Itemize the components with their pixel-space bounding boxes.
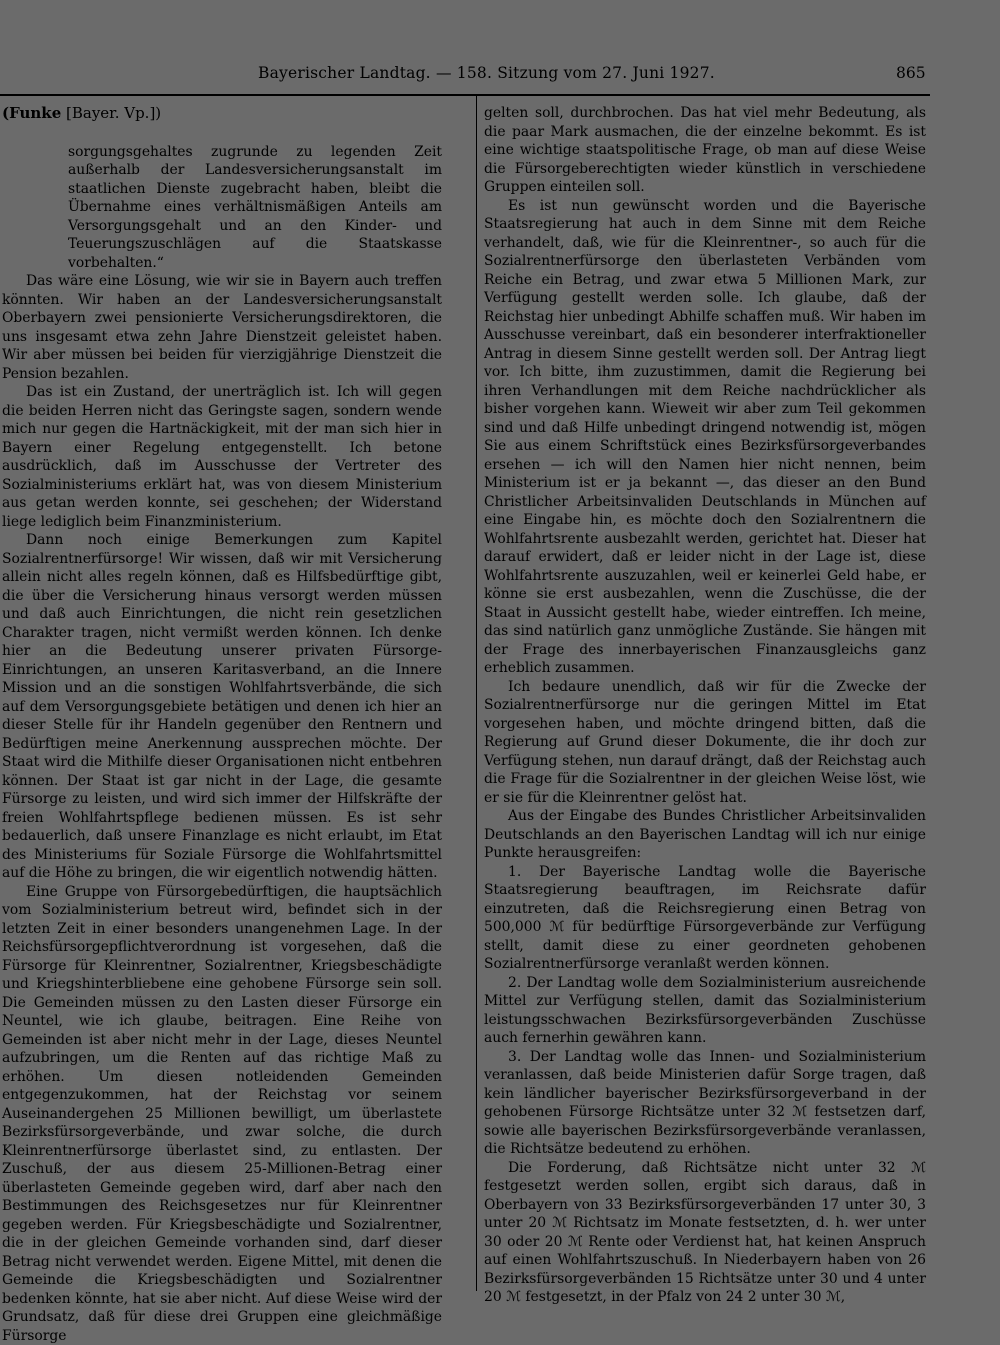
paragraph: Aus der Eingabe des Bundes Christlicher Arbeitsinvaliden Deutschlands an den Bayerischen Landtag will ich nur einige Punkte herausgreifen: <box>484 807 926 863</box>
list-item: 1. Der Bayerische Landtag wolle die Bayerische Staatsregierung beauftragen, im Reichsrate dafür einzutreten, daß die Reichsregierung einen Betrag von 500,000 ℳ für bedürftige Fürsorgeverbände zur Verfügung stellt, damit diese zu einer geordneten gehobenen Sozialrentnerfürsorge veranlaßt werden können. <box>484 863 926 974</box>
paragraph: Eine Gruppe von Fürsorgebedürftigen, die hauptsächlich vom Sozialministerium betreut wird, befindet sich in der letzten Zeit in einer besonders unangenehmen Lage. In der Reichsfürsorgepflichtverordnung ist vorgesehen, daß die Fürsorge für Kleinrentner, Sozialrentner, Kriegsbeschädigte und Kriegshinterbliebene eine gehobene Fürsorge sein soll. Die Gemeinden müssen zu den Lasten dieser Fürsorge ein Neuntel, wie ich glaube, beitragen. Eine Reihe von Gemeinden ist aber nicht mehr in der Lage, dieses Neuntel aufzubringen, um die Renten auf das richtige Maß zu erhöhen. Um diesen notleidenden Gemeinden entgegenzukommen, hat der Reichstag vor seinem Auseinandergehen 25 Millionen bewilligt, um überlastete Bezirksfürsorgeverbände, und zwar solche, die durch Kleinrentnerfürsorge überlastet sind, zu entlasten. Der Zuschuß, der aus diesem 25-Millionen-Betrag einer überlasteten Gemeinde gegeben wird, darf aber nach den Bestimmungen des Reichsgesetzes nur für Kleinrentner gegeben werden. Für Kriegsbeschädigte und Sozialrentner, die in der gleichen Gemeinde vorhanden sind, darf dieser Betrag nicht verwendet werden. Eigene Mittel, mit denen die Gemeinde die Kriegsbeschädigten und Sozialrentner bedenken könnte, hat sie aber nicht. Auf diese Weise wird der Grundsatz, daß für diese drei Gruppen eine gleichmäßige Fürsorge <box>2 883 442 1345</box>
page-header <box>0 60 1000 90</box>
paragraph: Es ist nun gewünscht worden und die Bayerische Staatsregierung hat auch in dem Sinne mit dem Reiche verhandelt, daß, wie für die Kleinrentner-, so auch für die Sozialrentnerfürsorge den überlasteten Verbänden vom Reiche ein Betrag, und zwar etwa 5 Millionen Mark, zur Verfügung gestellt werden solle. Ich glaube, daß der Reichstag hier unbedingt Abhilfe schaffen muß. Wir haben im Ausschusse vereinbart, daß ein besonderer interfraktioneller Antrag in diesem Sinne gestellt werden soll. Der Antrag liegt vor. Ich bitte, ihm zuzustimmen, damit die Regierung bei ihren Verhandlungen mit dem Reiche nachdrücklicher als bisher vorgehen kann. Wieweit wir aber zum Teil gekommen sind und daß Hilfe unbedingt dringend notwendig ist, mögen Sie aus einem Schriftstück eines Bezirksfürsorgeverbandes ersehen — ich will den Namen hier nicht nennen, beim Ministerium ist er ja bekannt —, das dieser an den Bund Christlicher Arbeitsinvaliden Deutschlands in München auf eine Eingabe hin, es möchte doch den Sozialrentnern die Wohlfahrtsrente ausbezahlt werden, gerichtet hat. Dieser hat darauf erwidert, daß er leider nicht in der Lage ist, diese Wohlfahrtsrente auszuzahlen, weil er keinerlei Geld habe, er könne sie erst ausbezahlen, wenn die Zuschüsse, die der Staat in Aussicht gestellt habe, wieder eintreffen. Ich meine, das sind natürlich ganz unmögliche Zustände. Sie hängen mit der Frage des innerbayerischen Finanzausgleichs ganz erheblich zusammen. <box>484 197 926 678</box>
paragraph: Dann noch einige Bemerkungen zum Kapitel Sozialrentnerfürsorge! Wir wissen, daß wir mit Versicherung allein nicht alles regeln können, daß es Hilfsbedürftige gibt, die über die Versicherung hinaus versorgt werden müssen und daß auch Einrichtungen, die nicht rein gesetzlichen Charakter tragen, nicht vermißt werden können. Ich denke hier an die Bedeutung unserer privaten Fürsorge-Einrichtungen, an unseren Karitasverband, an die Innere Mission und an die sonstigen Wohlfahrtsverbände, die sich auf dem Versorgungsgebiete betätigen und denen ich hier an dieser Stelle für ihr Handeln gegenüber den Rentnern und Bedürftigen meine Anerkennung aussprechen möchte. Der Staat wird die Mithilfe dieser Organisationen nicht entbehren können. Der Staat ist gar nicht in der Lage, die gesamte Fürsorge zu leisten, und wird sich immer der Hilfskräfte der freien Wohlfahrtspflege bedienen müssen. Es ist sehr bedauerlich, daß unsere Finanzlage es nicht erlaubt, im Etat des Ministeriums für Soziale Fürsorge die Wohlfahrtsmittel auf die Höhe zu bringen, die wir eigentlich notwendig hätten. <box>2 531 442 883</box>
quoted-text: sorgungsgehaltes zugrunde zu legenden Zeit außerhalb der Landesversicherungsanstalt im staatlichen Dienste zugebracht haben, bleibt die Übernahme eines verhältnismäßigen Anteils am Versorgungsgehalt und an den Kinder- und Teuerungszuschlägen auf die Staatskasse vorbehalten.“ <box>2 143 442 273</box>
paragraph: Das ist ein Zustand, der unerträglich ist. Ich will gegen die beiden Herren nicht das Geringste sagen, sondern wende mich nur gegen die Hartnäckigkeit, mit der man sich hier in Bayern einer Regelung entgegenstellt. Ich betone ausdrücklich, daß im Ausschusse der Vertreter des Sozialministeriums erklärt hat, was von diesem Ministerium aus getan werden konnte, sei geschehen; der Widerstand liege lediglich beim Finanzministerium. <box>2 383 442 531</box>
paragraph: Das wäre eine Lösung, wie wir sie in Bayern auch treffen könnten. Wir haben an der Landesversicherungsanstalt Oberbayern zwei pensionierte Versicherungsdirektoren, die uns insgesamt etwa zehn Jahre Dienstzeit geleistet haben. Wir aber müssen bei beiden für vierzigjährige Dienstzeit die Pension bezahlen. <box>2 272 442 383</box>
speaker-party: [Bayer. Vp.]) <box>66 104 161 122</box>
quote-block <box>2 143 442 273</box>
running-title: Bayerischer Landtag. — 158. Sitzung vom 27. Juni 1927. <box>258 64 715 82</box>
speaker-line <box>2 104 442 123</box>
right-column <box>484 104 926 1307</box>
column-divider <box>476 96 477 1291</box>
page-number: 865 <box>896 64 926 82</box>
list-item: 2. Der Landtag wolle dem Sozialministerium ausreichende Mittel zur Verfügung stellen, damit das Sozialministerium leistungsschwachen Bezirksfürsorgeverbänden Zuschüsse auch fernerhin gewähren kann. <box>484 974 926 1048</box>
list-item: 3. Der Landtag wolle das Innen- und Sozialministerium veranlassen, daß beide Ministerien dafür Sorge tragen, daß kein ländlicher bayerischer Bezirksfürsorgeverband in der gehobenen Fürsorge Richtsätze unter 32 ℳ festsetzen darf, sowie alle bayerischen Bezirksfürsorgeverbände veranlassen, die Richtsätze bedeutend zu erhöhen. <box>484 1048 926 1159</box>
speaker-name: (Funke <box>2 104 61 122</box>
numbered-list <box>484 863 926 1159</box>
header-rule <box>0 94 930 96</box>
left-column <box>2 104 442 1345</box>
paragraph: Die Forderung, daß Richtsätze nicht unter 32 ℳ festgesetzt werden sollen, ergibt sich daraus, daß in Oberbayern von 33 Bezirksfürsorgeverbänden 17 unter 30, 3 unter 20 ℳ Richtsatz im Monate festsetzten, d. h. wer unter 30 oder 20 ℳ Rente oder Verdienst hat, hat keinen Anspruch auf einen Wohlfahrtszuschuß. In Niederbayern haben von 26 Bezirksfürsorgeverbänden 15 Richtsätze unter 30 und 4 unter 20 ℳ festgesetzt, in der Pfalz von 24 2 unter 30 ℳ, <box>484 1159 926 1307</box>
paragraph: Ich bedaure unendlich, daß wir für die Zwecke der Sozialrentnerfürsorge nur die geringen Mittel im Etat vorgesehen haben, und möchte dringend bitten, daß die Regierung auf Grund dieser Dokumente, die ihr doch zur Verfügung stehen, nun darauf drängt, daß der Reichstag auch die Frage für die Sozialrentner in der gleichen Weise löst, wie er sie für die Kleinrentner gelöst hat. <box>484 678 926 808</box>
paragraph: gelten soll, durchbrochen. Das hat viel mehr Bedeutung, als die paar Mark ausmachen, die der einzelne bekommt. Es ist eine wichtige staatspolitische Frage, ob man auf diese Weise die Fürsorgeberechtigten wieder künstlich in verschiedene Gruppen einteilen soll. <box>484 104 926 197</box>
